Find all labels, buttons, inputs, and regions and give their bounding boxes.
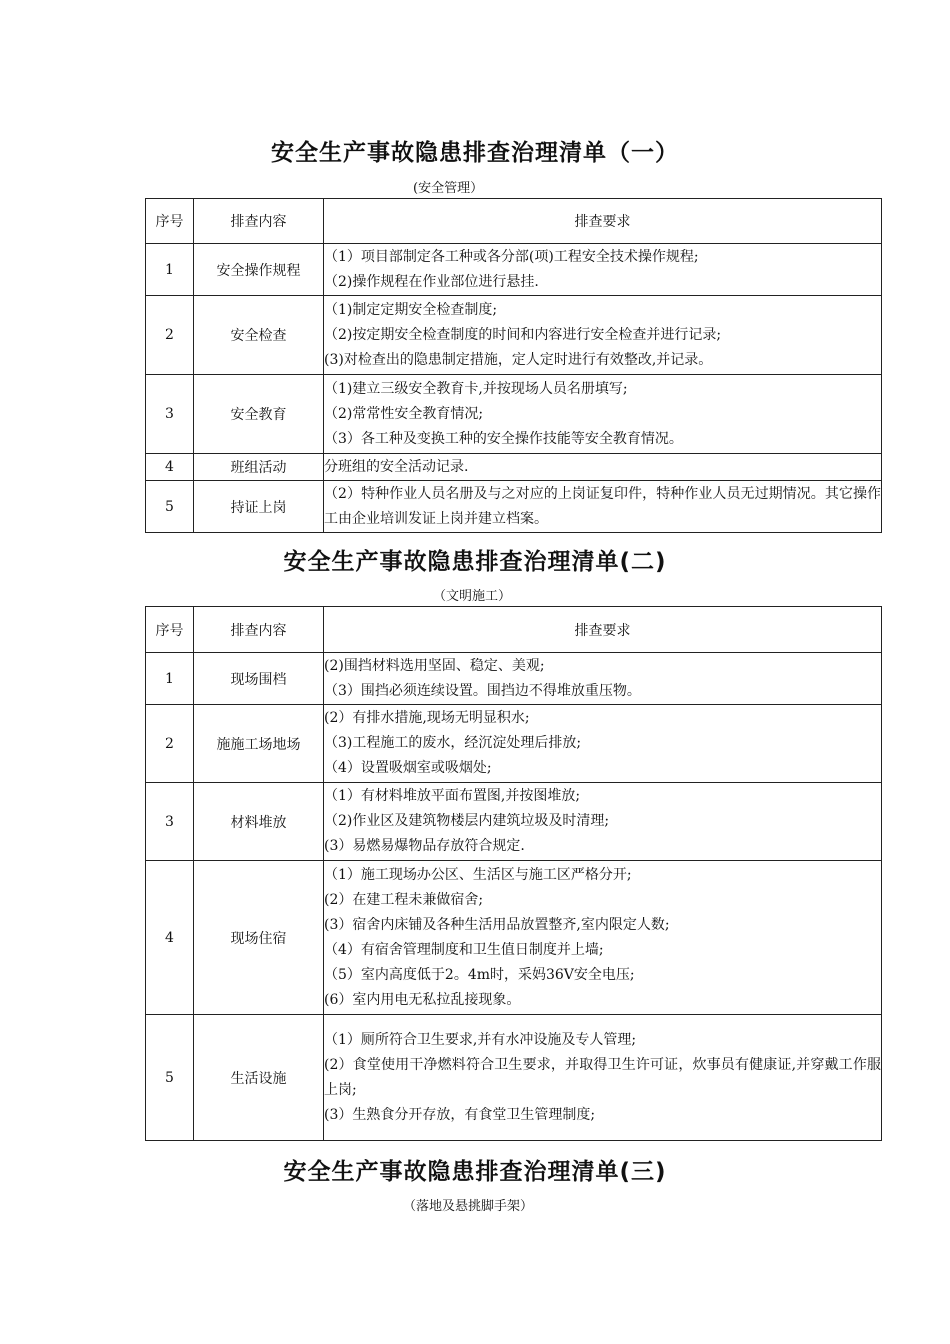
table-row: [146, 454, 882, 481]
row-no: 1: [146, 653, 194, 705]
row-requirements: [324, 296, 882, 375]
section-1-subtitle: (安全管理）: [413, 181, 484, 196]
table-row: [146, 705, 882, 783]
table-row: [146, 375, 882, 454]
header-item: 排查内容: [194, 199, 324, 244]
row-item: 现场住宿: [194, 861, 324, 1015]
row-item: 生活设施: [194, 1015, 324, 1141]
table-row: [146, 783, 882, 861]
header-no: 序号: [146, 607, 194, 653]
requirement-line: （2)常常性安全教育情况;: [324, 405, 484, 422]
row-requirements: [324, 705, 882, 783]
row-requirements: [324, 861, 882, 1015]
requirement-line: （1）厕所符合卫生要求,并有水冲设施及专人管理;: [324, 1031, 637, 1048]
table-row: [146, 1015, 882, 1141]
row-item: 安全教育: [194, 375, 324, 454]
requirement-line: （4）有宿舍管理制度和卫生值日制度并上墙;: [324, 941, 604, 958]
row-item: 持证上岗: [194, 481, 324, 533]
row-no: 5: [146, 481, 194, 533]
requirement-line: （3）围挡必须连续设置。围挡边不得堆放重压物。: [324, 682, 641, 699]
header-requirements: 排查要求: [324, 199, 882, 244]
header-requirements: 排查要求: [324, 607, 882, 653]
requirement-line: （4）设置吸烟室或吸烟处;: [324, 760, 492, 776]
section-3-subtitle: （落地及悬挑脚手架）: [403, 1199, 534, 1214]
requirement-line: (6）室内用电无私拉乱接现象。: [324, 991, 521, 1008]
section-2-title: 安全生产事故隐患排查治理清单(二): [283, 549, 667, 575]
row-requirements: [324, 1015, 882, 1141]
requirement-line: 分班组的安全活动记录.: [324, 458, 469, 475]
table-header-row: [146, 199, 882, 244]
row-no: 1: [146, 244, 194, 296]
row-item: 材料堆放: [194, 783, 324, 861]
section-3-title: 安全生产事故隐患排查治理清单(三): [283, 1159, 667, 1185]
section-2-table: [145, 606, 882, 1141]
row-no: 3: [146, 375, 194, 454]
requirement-line: (2）在建工程未兼做宿舍;: [324, 891, 484, 908]
requirement-line: （5）室内高度低于2。4m时，采妈36V安全电压;: [324, 966, 635, 983]
row-item: 班组活动: [194, 454, 324, 481]
header-item: 排查内容: [194, 607, 324, 653]
requirement-line: （2)按定期安全检查制度的时间和内容进行安全检查并进行记录;: [324, 326, 722, 343]
row-item: 施施工场地场: [194, 705, 324, 783]
row-no: 4: [146, 454, 194, 481]
requirement-line: (3）易燃易爆物品存放符合规定.: [324, 838, 525, 854]
requirement-line: （1）施工现场办公区、生活区与施工区严格分开;: [324, 866, 632, 883]
section-2-subtitle: （文明施工）: [433, 589, 512, 604]
row-no: 3: [146, 783, 194, 861]
row-requirements: [324, 481, 882, 533]
table-row: [146, 653, 882, 705]
requirement-line: (3）生熟食分开存放，有食堂卫生管理制度;: [324, 1106, 596, 1123]
requirement-line: （3)工程施工的废水，经沉淀处理后排放;: [324, 735, 582, 751]
table-row: [146, 481, 882, 533]
section-1-title: 安全生产事故隐患排查治理清单（一）: [271, 140, 679, 166]
row-item: 安全操作规程: [194, 244, 324, 296]
requirement-line: (2）食堂使用干净燃料符合卫生要求，并取得卫生许可证，炊事员有健康证,并穿戴工作服上岗;: [324, 1056, 881, 1098]
requirement-line: （3）各工种及变换工种的安全操作技能等安全教育情况。: [324, 430, 683, 447]
requirement-line: （2）特种作业人员名册及与之对应的上岗证复印件，特种作业人员无过期情况。其它操作工由企业培训发证上岗并建立档案。: [324, 485, 881, 527]
section-1-table: [145, 198, 882, 533]
row-requirements: [324, 783, 882, 861]
requirement-line: (2)围挡材料选用坚固、稳定、美观;: [324, 657, 545, 674]
row-no: 2: [146, 296, 194, 375]
row-no: 5: [146, 1015, 194, 1141]
row-item: 安全检查: [194, 296, 324, 375]
row-requirements: [324, 244, 882, 296]
requirement-line: （2)操作规程在作业部位进行悬挂.: [324, 273, 539, 290]
requirement-line: （1）有材料堆放平面布置图,并按图堆放;: [324, 788, 581, 804]
requirement-line: （1)建立三级安全教育卡,并按现场人员名册填写;: [324, 380, 628, 397]
requirement-line: (3)对检查出的隐患制定措施，定人定时进行有效整改,并记录。: [324, 351, 713, 368]
row-requirements: [324, 375, 882, 454]
table-row: [146, 296, 882, 375]
table-header-row: [146, 607, 882, 653]
table-row: [146, 861, 882, 1015]
table-row: [146, 244, 882, 296]
row-requirements: [324, 653, 882, 705]
requirement-line: （1)制定定期安全检查制度;: [324, 301, 498, 318]
requirement-line: （2)作业区及建筑物楼层内建筑垃圾及时清理;: [324, 813, 610, 829]
row-no: 2: [146, 705, 194, 783]
row-no: 4: [146, 861, 194, 1015]
requirement-line: (2）有排水措施,现场无明显积水;: [324, 710, 530, 726]
requirement-line: （1）项目部制定各工种或各分部(项)工程安全技术操作规程;: [324, 248, 699, 265]
requirement-line: (3）宿舍内床铺及各种生活用品放置整齐,室内限定人数;: [324, 916, 670, 933]
row-item: 现场围档: [194, 653, 324, 705]
header-no: 序号: [146, 199, 194, 244]
row-requirements: [324, 454, 882, 481]
